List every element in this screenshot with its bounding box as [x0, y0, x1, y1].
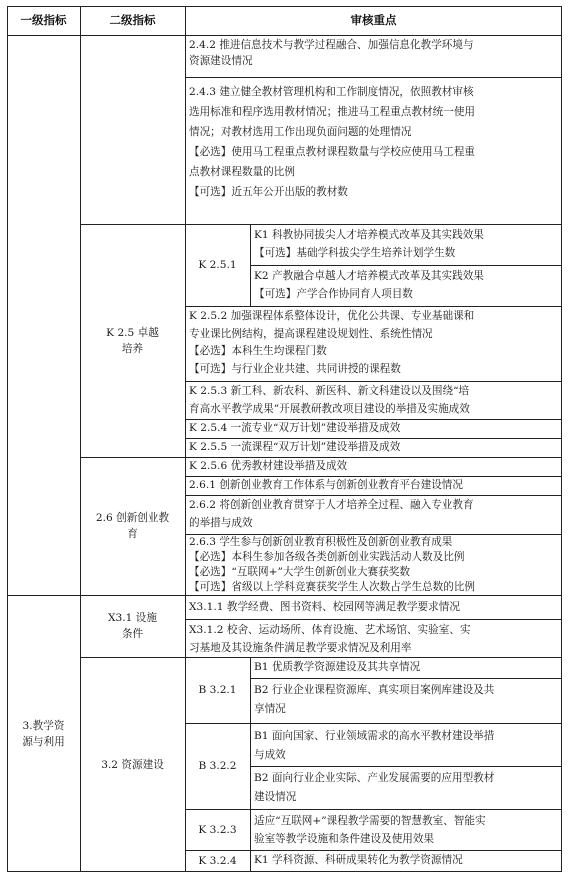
level2-x31-line2: 条件 [121, 628, 144, 640]
code-column-divider-3-2 [250, 657, 251, 872]
content-k254 [185, 419, 562, 438]
content-b321-b2-line: 享情况 [254, 703, 286, 715]
table-border-bottom [7, 871, 562, 872]
content-k256-line: K 2.5.6 优秀教材建设举措及成效 [189, 460, 348, 472]
content-b322-b1 [250, 723, 562, 766]
table-border-top [7, 6, 562, 7]
code-column-divider-k251 [250, 224, 251, 306]
content-2-6-2 [185, 495, 562, 534]
level2-2-6-line1: 2.6 创新创业教 [95, 512, 170, 524]
content-k324-line: K1 学科资源、科研成果转化为教学资源情况 [254, 854, 463, 866]
table-border-right [561, 6, 562, 872]
header-level2-label: 二级指标 [109, 12, 156, 27]
content-k253-line: K 2.5.3 新工科、新农科、新医科、新文科建设以及围绕“培 [189, 385, 470, 397]
content-x312-line: 习基地及其设施条件满足教学要求情况及利用率 [189, 642, 412, 654]
level1-teaching-resources-line2: 源与利用 [22, 735, 65, 748]
content-k252 [185, 306, 562, 381]
content-2-4-3-line: 【必选】使用马工程重点教材课程数量与学校应使用马工程重 [189, 146, 476, 158]
header-divider [7, 35, 562, 36]
content-2-4-3-line: 点教材课程数量的比例 [189, 166, 295, 178]
row-divider [250, 766, 562, 767]
level1-cell-continued [7, 35, 80, 595]
content-2-6-3-line: 2.6.3 学生参与创新创业教育积极性及创新创业教育成果 [189, 536, 453, 548]
level2-2-6-line2: 育 [127, 528, 138, 540]
level2-divider-2-6 [80, 457, 562, 458]
row-divider [250, 265, 562, 266]
code-cell-k323 [185, 809, 250, 850]
content-b321-b2 [250, 678, 562, 723]
content-k323-line: 适应“互联网+”课程教学需要的智慧教室、智能实 [254, 815, 486, 827]
code-b322-label: B 3.2.2 [198, 760, 237, 772]
content-k323-line: 验室等教学设施和条件建设及使用效果 [254, 833, 435, 845]
level2-cell-k25 [80, 224, 185, 457]
level2-cell-continued [80, 35, 185, 224]
column-divider-2 [185, 6, 186, 872]
content-b321-b1-line: B1 优质教学资源建设及其共享情况 [254, 661, 421, 673]
content-2-4-3-line: 【可选】近五年公开出版的教材数 [189, 186, 348, 198]
level1-teaching-resources-line1: 3.教学资 [22, 719, 65, 732]
header-level2 [80, 6, 185, 35]
content-x311 [185, 595, 562, 619]
content-2-4-3-line: 选用标准和程序选用教材情况；推进马工程重点教材统一使用 [189, 106, 476, 118]
level2-k25-line1: K 2.5 卓越 [106, 326, 159, 339]
content-k255 [185, 438, 562, 457]
level2-x31-line1: X3.1 设施 [108, 612, 157, 624]
content-k252-line: 【可选】与行业企业共建、共同讲授的课程数 [189, 362, 401, 375]
level1-cell-teaching-resources [7, 595, 80, 872]
content-2-4-3 [185, 77, 562, 224]
row-divider [185, 476, 562, 477]
content-k323 [250, 809, 562, 850]
level2-divider-k25 [80, 224, 562, 225]
code-k251-label: K 2.5.1 [198, 259, 237, 271]
header-level1-label: 一级指标 [20, 12, 67, 27]
content-2-6-3-line: 【必选】“互联网+”大学生创新创业大赛获奖数 [189, 566, 410, 578]
content-2-6-3-line: 【必选】本科生参加各级各类创新创业实践活动人数及比例 [189, 551, 465, 563]
code-b321-label: B 3.2.1 [198, 684, 237, 696]
code-cell-k324 [185, 850, 250, 872]
content-2-6-3-line: 【可选】省级以上学科竞赛获奖学生人次数占学生总数的比例 [189, 581, 476, 593]
table-border-left [7, 6, 8, 872]
content-b322-b2 [250, 766, 562, 809]
column-divider-1 [80, 6, 81, 872]
content-k253-line: 育高水平教学成果”开展教研教改项目建设的举措及实施成效 [189, 402, 470, 415]
content-k251-k2-line: K2 产教融合卓越人才培养模式改革及其实践效果 [254, 270, 484, 282]
content-2-4-3-line: 情况；对教材选用工作出现负面问题的处理情况 [189, 126, 412, 138]
content-k324 [250, 850, 562, 872]
content-k252-line: 【必选】本科生生均课程门数 [189, 345, 327, 357]
content-2-4-3-line: 2.4.3 建立健全教材管理机构和工作制度情况，依照教材审核 [189, 86, 474, 98]
level2-cell-x31 [80, 595, 185, 657]
content-b322-b2-line: 建设情况 [254, 791, 297, 803]
content-k252-line: 专业课比例结构，提高课程建设规划性、系统性情况 [189, 327, 433, 340]
content-2-4-2-line: 2.4.2 推进信息技术与教学过程融合、加强信息化教学环境与 [189, 39, 474, 51]
row-divider [185, 723, 562, 724]
content-b321-b1 [250, 657, 562, 678]
code-k323-label: K 3.2.3 [198, 823, 237, 836]
content-2-6-2-line: 2.6.2 将创新创业教育贯穿于人才培养全过程、融入专业教育 [189, 499, 474, 511]
row-divider [185, 809, 562, 810]
content-k251-k2 [250, 265, 562, 306]
content-2-6-1-line: 2.6.1 创新创业教育工作体系与创新创业教育平台建设情况 [189, 479, 463, 491]
content-x311-line: X3.1.1 教学经费、图书资料、校园网等满足教学要求情况 [189, 601, 460, 613]
content-k251-k1-line: K1 科教协同拔尖人才培养模式改革及其实践效果 [254, 229, 484, 241]
content-2-6-3 [185, 534, 562, 595]
content-k256-cell [185, 457, 562, 476]
code-cell-k251 [185, 224, 250, 306]
content-2-4-2 [185, 35, 562, 77]
row-divider [250, 678, 562, 679]
level2-divider-3-2 [80, 657, 562, 658]
code-cell-b321 [185, 657, 250, 723]
review-criteria-table [7, 6, 562, 872]
row-divider [185, 381, 562, 382]
row-divider [185, 419, 562, 420]
row-divider [185, 534, 562, 535]
content-2-6-2-line: 的举措与成效 [189, 516, 253, 529]
content-b322-b1-line: 与成效 [254, 749, 286, 761]
content-2-4-2-line: 资源建设情况 [189, 55, 253, 68]
level1-divider [7, 595, 562, 596]
content-k251-k1-line: 【可选】基础学科拔尖学生培养计划学生数 [254, 247, 456, 259]
content-k252-line: K 2.5.2 加强课程体系整体设计，优化公共课、专业基础课和 [189, 310, 475, 322]
content-x312 [185, 619, 562, 657]
row-divider [185, 850, 562, 851]
level2-3-2-label: 3.2 资源建设 [101, 758, 164, 771]
content-k254-line: K 2.5.4 一流专业“双万计划”建设举措及成效 [189, 422, 401, 434]
content-k251-k1 [250, 224, 562, 265]
content-k253 [185, 381, 562, 419]
header-level1 [7, 6, 80, 35]
level2-cell-3-2 [80, 657, 185, 872]
row-divider [185, 306, 562, 307]
row-divider [185, 495, 562, 496]
content-k255-line: K 2.5.5 一流课程“双万计划”建设举措及成效 [189, 441, 401, 453]
row-divider [185, 619, 562, 620]
content-b322-b2-line: B2 面向行业企业实际、产业发展需要的应用型教材 [254, 772, 495, 784]
code-cell-b322 [185, 723, 250, 809]
level2-k25-line2: 培养 [121, 342, 144, 355]
content-b321-b2-line: B2 行业企业课程资源库、真实项目案例库建设及共 [254, 684, 495, 696]
row-divider [185, 77, 562, 78]
content-2-6-1 [185, 476, 562, 495]
content-x312-line: X3.1.2 校舍、运动场所、体育设施、艺术场馆、实验室、实 [189, 624, 471, 636]
code-k324-label: K 3.2.4 [198, 855, 237, 867]
content-k251-k2-line: 【可选】产学合作协同育人项目数 [254, 288, 413, 300]
row-divider [185, 438, 562, 439]
content-b322-b1-line: B1 面向国家、行业领域需求的高水平教材建设举措 [254, 730, 495, 742]
header-review-focus-label: 审核重点 [350, 12, 397, 27]
header-review-focus [185, 6, 562, 35]
level2-cell-2-6 [80, 457, 185, 595]
